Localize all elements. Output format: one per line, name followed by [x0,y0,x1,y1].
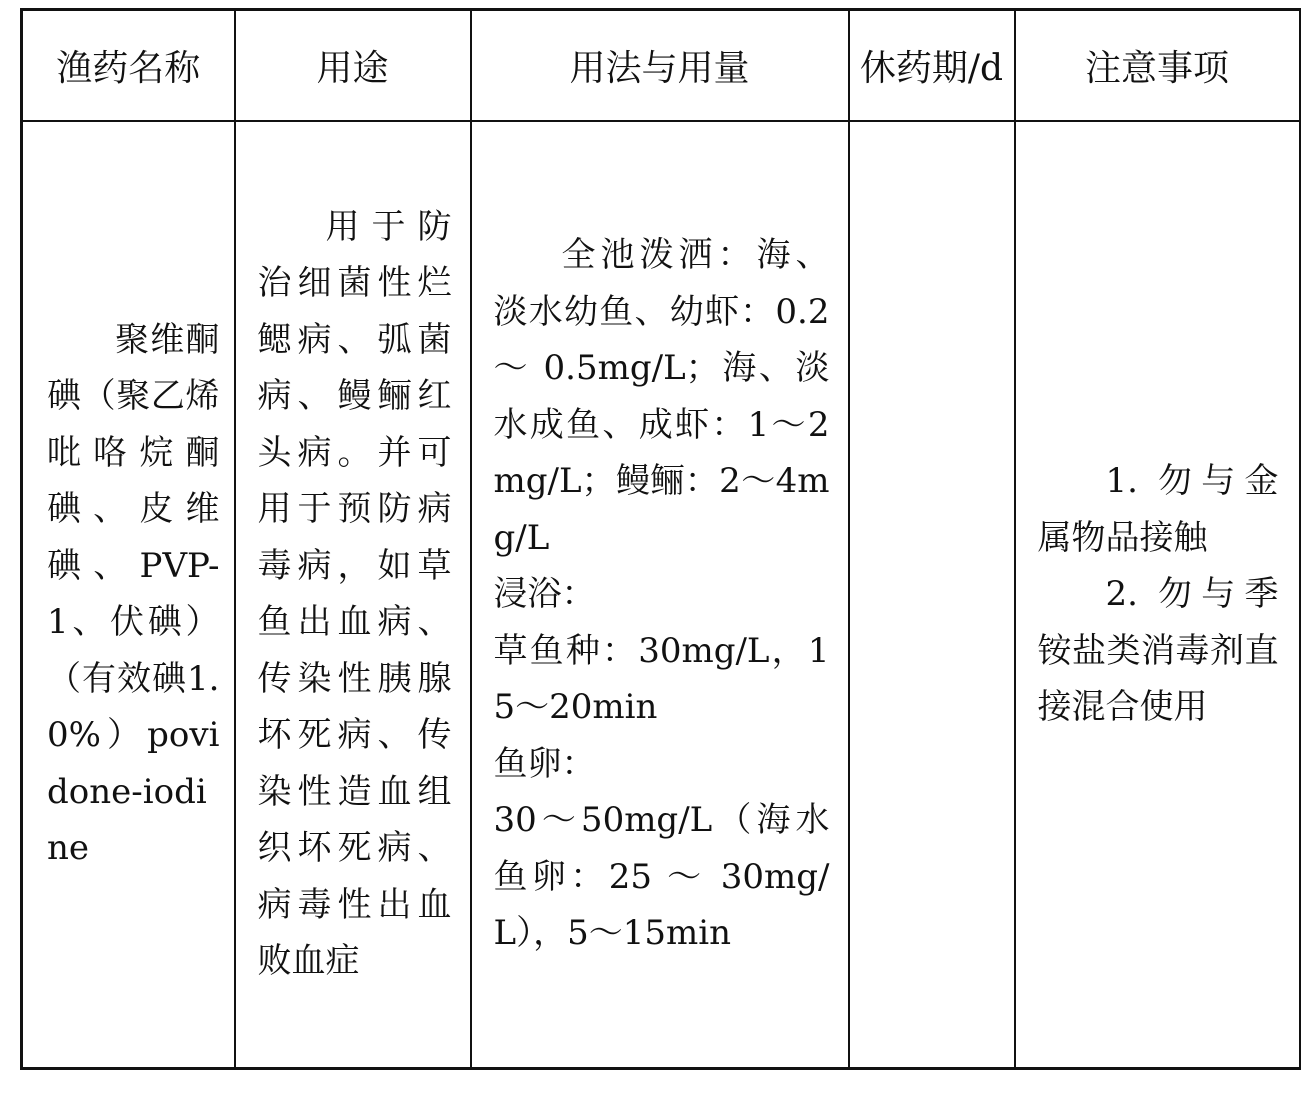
usage-cell [235,121,471,1069]
table-row [22,121,1300,1069]
dosage-cell [471,121,849,1069]
header-drug-name: 渔药名称 [22,10,235,121]
header-usage: 用途 [235,10,471,121]
dosage-text [472,227,848,962]
usage-text: 用于防治细菌性烂鳃病、弧菌病、鳗鲡红头病。并可用于预防病毒病，如草鱼出血病、传染性胰腺坏死病、传染性造血组织坏死病、病毒性出血败血症 [257,206,452,982]
drug-name-text: 聚维酮碘（聚乙烯吡咯烷酮碘、皮维碘、PVP-1、伏碘）（有效碘1.0%）povidone-iodine [47,319,220,869]
header-dosage: 用法与用量 [471,10,849,121]
dosage-line: 浸浴： [493,574,596,614]
header-row [22,10,1300,121]
withdrawal-cell [849,121,1015,1069]
header-notes: 注意事项 [1015,10,1300,121]
notes-text [1016,453,1299,736]
drug-name-cell [22,121,235,1069]
drug-table [20,8,1301,1070]
dosage-line: 鱼卵： [493,743,596,784]
note-item: 2. 勿与季铵盐类消毒剂直接混合使用 [1037,574,1279,727]
header-withdrawal: 休药期/d [849,10,1015,121]
note-item: 1. 勿与金属物品接触 [1037,461,1279,558]
notes-cell [1015,121,1300,1069]
dosage-line: 30～50mg/L（海水鱼卵：25 ～ 30mg/L），5～15min [493,800,830,953]
dosage-line: 全池泼洒：海、淡水幼鱼、幼虾：0.2 ～ 0.5mg/L；海、淡水成鱼、成虾：1～2mg/L；鳗鲡：2～4mg/L [493,235,830,558]
dosage-line: 草鱼种：30mg/L，15～20min [493,630,830,727]
